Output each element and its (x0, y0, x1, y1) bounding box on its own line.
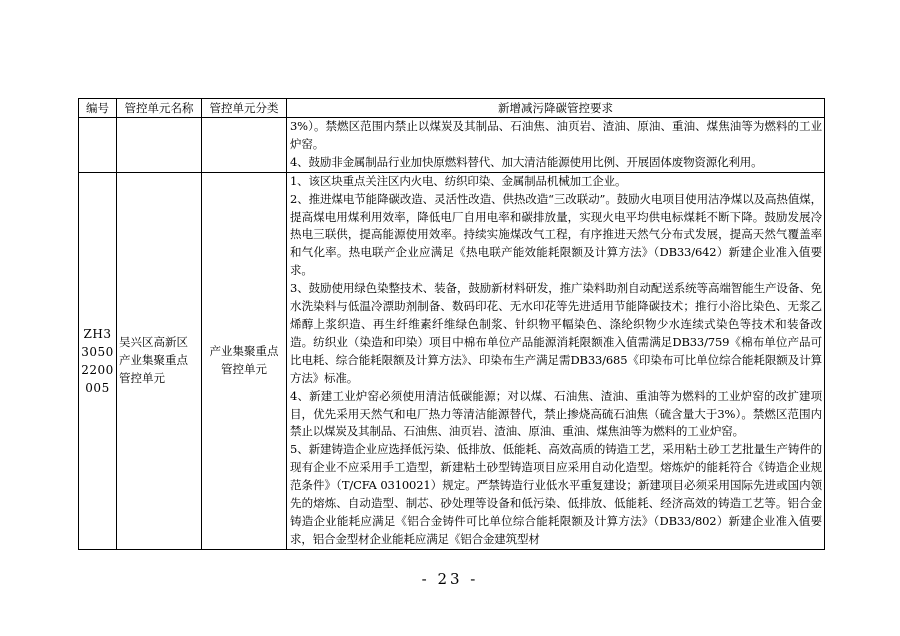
requirement-paragraph: 2、推进煤电节能降碳改造、灵活性改造、供热改造“三改联动”。鼓励火电项目使用洁净煤以及高热值煤，提高煤电用煤利用效率，降低电厂自用电率和碳排放量，实现火电平均供电标煤耗不断下降。鼓励发展冷热电三联供，提高能源使用效率。持续实施煤改气工程，有序推进天然气分布式发展，提高天然气覆盖率和气化率。热电联产企业应满足《热电联产能效能耗限额及计算方法》（DB33/642）新建企业准入值要求。 (290, 191, 822, 278)
requirement-paragraph: 3、鼓励使用绿色染整技术、装备，鼓励新材料研发，推广染料助剂自动配送系统等高端智能生产设备、免水洗染料与低温冷漂助剂制备、数码印花、无水印花等先进适用节能降碳技术；推行小浴比染色、无浆乙烯醇上浆织造、再生纤维素纤维绿色制浆、针织物平幅染色、涤纶织物少水连续式染色等技术和装备改造。纺织业（染造和印染）项目中棉布单位产品能源消耗限额准入值需满足DB33/759《棉布单位产品可比电耗、综合能耗限额及计算方法》、印染布生产满足需DB33/685《印染布可比单位综合能耗限额及计算方法》标准。 (290, 281, 822, 385)
cell-code-empty (79, 118, 117, 173)
cell-requirements-continuation (287, 118, 825, 173)
requirement-paragraph: 1、该区块重点关注区内火电、纺织印染、金属制品机械加工企业。 (290, 173, 627, 188)
table-header-row (79, 99, 825, 118)
unit-name: 吴兴区高新区产业集聚重点管控单元 (119, 334, 188, 385)
requirement-paragraph: 4、鼓励非金属制品行业加快原燃料替代、加大清洁能源使用比例、开展固体废物资源化利用。 (290, 154, 763, 169)
cell-name-empty (117, 118, 202, 173)
header-code: 编号 (79, 99, 117, 118)
requirements-table (78, 98, 825, 550)
header-unit-name: 管控单元名称 (117, 99, 202, 118)
cell-unit-name (117, 172, 202, 549)
unit-category: 产业集聚重点管控单元 (209, 343, 279, 376)
unit-code: ZH330502200005 (81, 326, 114, 395)
table-row-unit (79, 172, 825, 549)
cell-category-empty (202, 118, 287, 173)
table-row-continuation (79, 118, 825, 173)
cell-unit-code (79, 172, 117, 549)
header-unit-category: 管控单元分类 (202, 99, 287, 118)
cell-unit-category (202, 172, 287, 549)
cell-unit-requirements (287, 172, 825, 549)
requirement-paragraph: 5、新建铸造企业应选择低污染、低排放、低能耗、高效高质的铸造工艺，采用粘土砂工艺批量生产铸件的现有企业不应采用手工造型，新建粘土砂型铸造项目应采用自动化造型。熔炼炉的能耗符合《铸造企业规范条件》（T/CFA 0310021）规定。严禁铸造行业低水平重复建设；新建项目必须采用国际先进或国内领先的熔炼、自动造型、制芯、砂处理等设备和低污染、低排放、低能耗、经济高效的铸造工艺等。铝合金铸造企业能耗应满足《铝合金铸件可比单位综合能耗限额及计算方法》（DB33/802）新建企业准入值要求，铝合金型材企业能耗应满足《铝合金建筑型材 (290, 442, 822, 546)
requirement-paragraph: 3%）。禁燃区范围内禁止以煤炭及其制品、石油焦、油页岩、渣油、原油、重油、煤焦油等为燃料的工业炉窑。 (290, 119, 822, 151)
page-number: - 23 - (421, 570, 479, 588)
requirement-paragraph: 4、新建工业炉窑必须使用清洁低碳能源；对以煤、石油焦、渣油、重油等为燃料的工业炉窑的改扩建项目，优先采用天然气和电厂热力等清洁能源替代，禁止掺烧高硫石油焦（硫含量大于3%）。禁燃区范围内禁止以煤炭及其制品、石油焦、油页岩、渣油、原油、重油、煤焦油等为燃料的工业炉窑。 (290, 388, 822, 439)
header-requirements: 新增减污降碳管控要求 (287, 99, 825, 118)
